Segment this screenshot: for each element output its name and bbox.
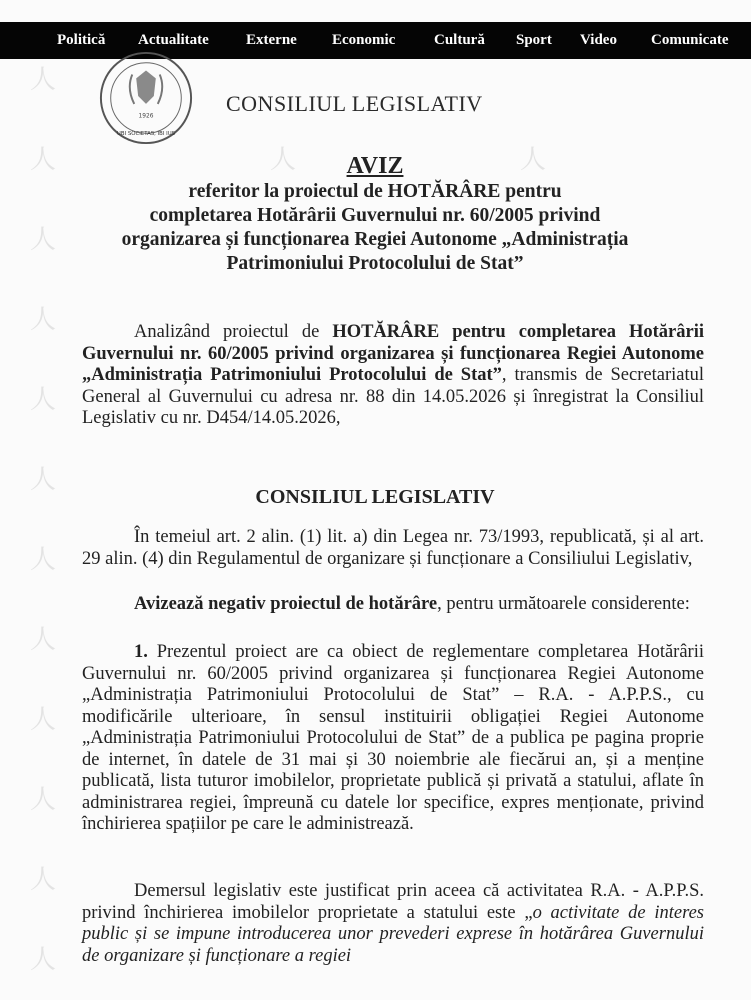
point-1-paragraph — [82, 642, 704, 836]
seal-motto: UBI SOCIETAS, IBI IUS — [116, 131, 176, 138]
watermark-logo: 人 — [30, 225, 57, 255]
nav-item-cultura[interactable]: Cultură — [434, 32, 485, 48]
intro-text-end: , transmis de Secretariatul General al Guvernului cu adresa nr. 88 din 14.05.2026 și înregistrat la Consiliul Legislativ cu nr. D454/14.05.2026, — [82, 365, 704, 428]
seal-year: 1926 — [138, 113, 154, 120]
watermark-logo: 人 — [30, 65, 57, 95]
point-1-text: Prezentul proiect are ca obiect de reglementare completarea Hotărârii Guvernului nr. 60/2005 privind organizarea și funcționarea Regiei Autonome „Administrația Patrimoniului Protocolului de Stat” – R.A. - A.P.P.S., cu modificările ulterioare, în sensul instituirii obligației Regiei Autonome „Administrația Patrimoniului Protocolului de Stat” de a publica pe pagina proprie de internet, în datele de 31 mai și 30 noiembrie ale fiecărui an, și a menține publicată, lista tuturor imobilelor, proprietate publică și privată a statului, aflate în administrarea regiei, împreună cu datele lor specifice, expres menționate, privind închirierea spațiilor pe care le administrează. — [82, 642, 704, 834]
watermark-logo: 人 — [30, 145, 57, 175]
watermark-logo: 人 — [30, 625, 57, 655]
point-number: 1. — [134, 642, 148, 662]
council-heading: CONSILIUL LEGISLATIV — [255, 486, 495, 508]
watermark-logo: 人 — [30, 705, 57, 735]
decision-bold-text: Avizează negativ proiectul de hotărâre — [134, 594, 438, 614]
justification-paragraph — [82, 881, 704, 967]
justification-text: Demersul legislativ este justificat prin aceea că activitatea R.A. - A.P.P.S. privind închirierea imobilelor proprietate a statului este „ — [82, 881, 704, 923]
document-title — [60, 154, 690, 276]
watermark-logo: 人 — [30, 785, 57, 815]
watermark-logo: 人 — [30, 385, 57, 415]
title-line: referitor la proiectul de HOTĂRÂRE pentru — [188, 181, 562, 202]
watermark-logo: 人 — [30, 865, 57, 895]
nav-item-economic[interactable]: Economic — [332, 32, 396, 48]
title-line: organizarea și funcționarea Regiei Autonome „Administrația — [121, 229, 629, 250]
watermark-logo: 人 — [30, 305, 57, 335]
title-line: completarea Hotărârii Guvernului nr. 60/2005 privind — [149, 205, 601, 226]
nav-item-video[interactable]: Video — [580, 32, 617, 48]
intro-bold-text: HOTĂRÂRE pentru completarea Hotărârii Guvernului nr. 60/2005 privind organizarea și funcționarea Regiei Autonome „Administrația Patrimoniului Protocolului de Stat” — [82, 322, 704, 385]
title-aviz: AVIZ — [346, 153, 404, 179]
watermark-logo: 人 — [30, 545, 57, 575]
justification-quote: o activitate de interes public și se impune introducerea unor prevederi exprese în hotărârea Guvernului de organizare și funcționare a regiei — [82, 902, 704, 966]
intro-paragraph — [82, 322, 704, 430]
decision-text: , pentru următoarele considerente: — [437, 594, 690, 614]
nav-item-politica[interactable]: Politică — [57, 32, 106, 48]
nav-item-externe[interactable]: Externe — [246, 32, 297, 48]
nav-item-sport[interactable]: Sport — [516, 32, 552, 48]
consiliul-legislativ-seal-icon — [97, 49, 195, 147]
watermark-logo: 人 — [270, 145, 297, 175]
watermark-logo: 人 — [520, 145, 547, 175]
legal-basis-paragraph: În temeiul art. 2 alin. (1) lit. a) din Legea nr. 73/1993, republicată, și al art. 29 alin. (4) din Regulamentul de organizare și funcționare a Consiliului Legislativ, — [82, 527, 704, 569]
document-image — [0, 59, 751, 1000]
decision-paragraph — [82, 594, 704, 616]
title-line: Patrimoniului Protocolului de Stat” — [226, 253, 524, 274]
watermark-logo: 人 — [30, 945, 57, 975]
intro-text: Analizând proiectul de — [134, 322, 333, 342]
nav-item-comunicate[interactable]: Comunicate — [651, 32, 729, 48]
nav-item-actualitate[interactable]: Actualitate — [138, 32, 209, 48]
watermark-logo: 人 — [30, 465, 57, 495]
org-name: CONSILIUL LEGISLATIV — [226, 91, 483, 116]
